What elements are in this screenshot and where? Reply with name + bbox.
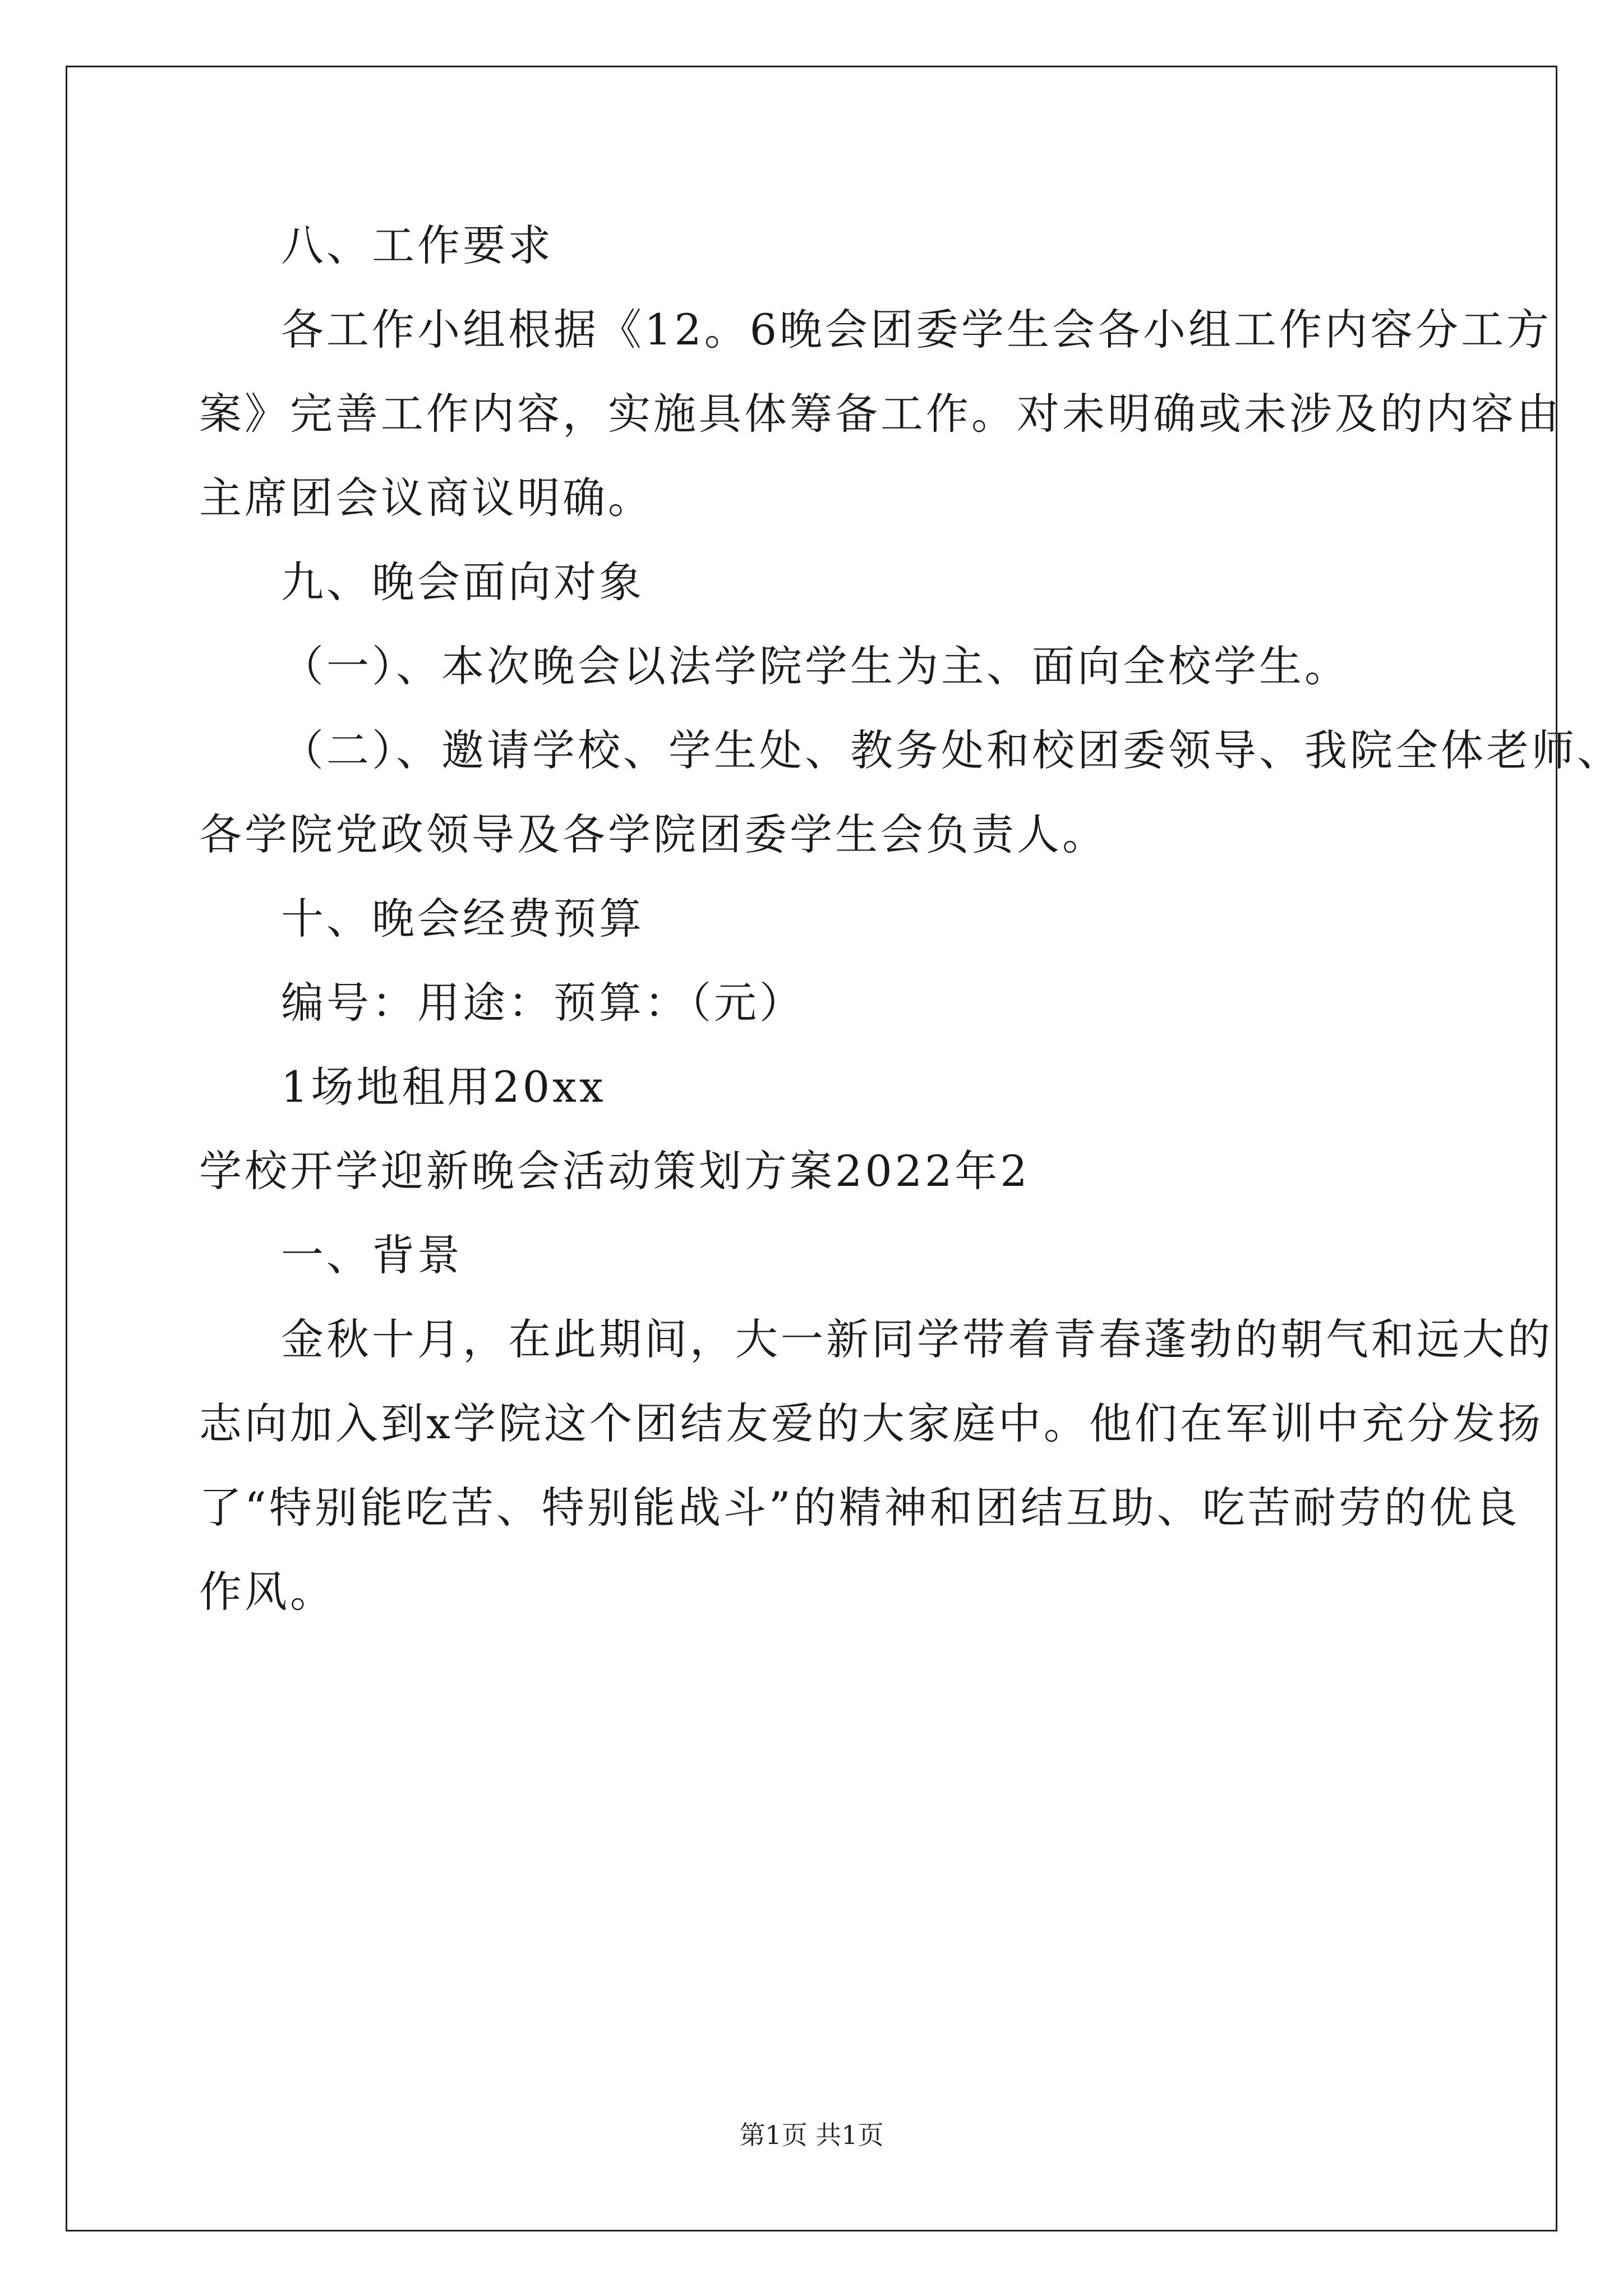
paragraph-line: （一）、本次晚会以法学院学生为主、面向全校学生。 (281, 641, 1350, 691)
page-number-footer: 第1页 共1页 (739, 2120, 884, 2150)
section-heading-audience: 九、晚会面向对象 (281, 557, 644, 607)
paragraph-line: 了“特别能吃苦、特别能战斗”的精神和团结互助、吃苦耐劳的优良 (199, 1483, 1520, 1533)
paragraph-line: 主席团会议商议明确。 (199, 473, 653, 523)
paragraph-line: （二）、邀请学校、学生处、教务处和校团委领导、我院全体老师、 (281, 725, 1622, 775)
section-heading-background: 一、背景 (281, 1230, 463, 1280)
paragraph-line: 各学院党政领导及各学院团委学生会负责人。 (199, 809, 1108, 859)
document-title: 学校开学迎新晚会活动策划方案2022年2 (199, 1146, 1030, 1196)
budget-item-line: 1场地租用20xx (281, 1062, 606, 1112)
paragraph-line: 作风。 (199, 1567, 335, 1617)
paragraph-line: 案》完善工作内容，实施具体筹备工作。对未明确或未涉及的内容由 (199, 389, 1562, 439)
section-heading-work-requirements: 八、工作要求 (281, 220, 554, 270)
section-heading-budget: 十、晚会经费预算 (281, 894, 644, 944)
paragraph-line: 志向加入到x学院这个团结友爱的大家庭中。他们在军训中充分发扬 (199, 1398, 1543, 1448)
paragraph-line: 金秋十月，在此期间，大一新同学带着青春蓬勃的朝气和远大的 (281, 1314, 1553, 1364)
paragraph-line: 各工作小组根据《12。6晚会团委学生会各小组工作内容分工方 (281, 305, 1552, 355)
budget-header-line: 编号：用途：预算：（元） (281, 978, 805, 1028)
